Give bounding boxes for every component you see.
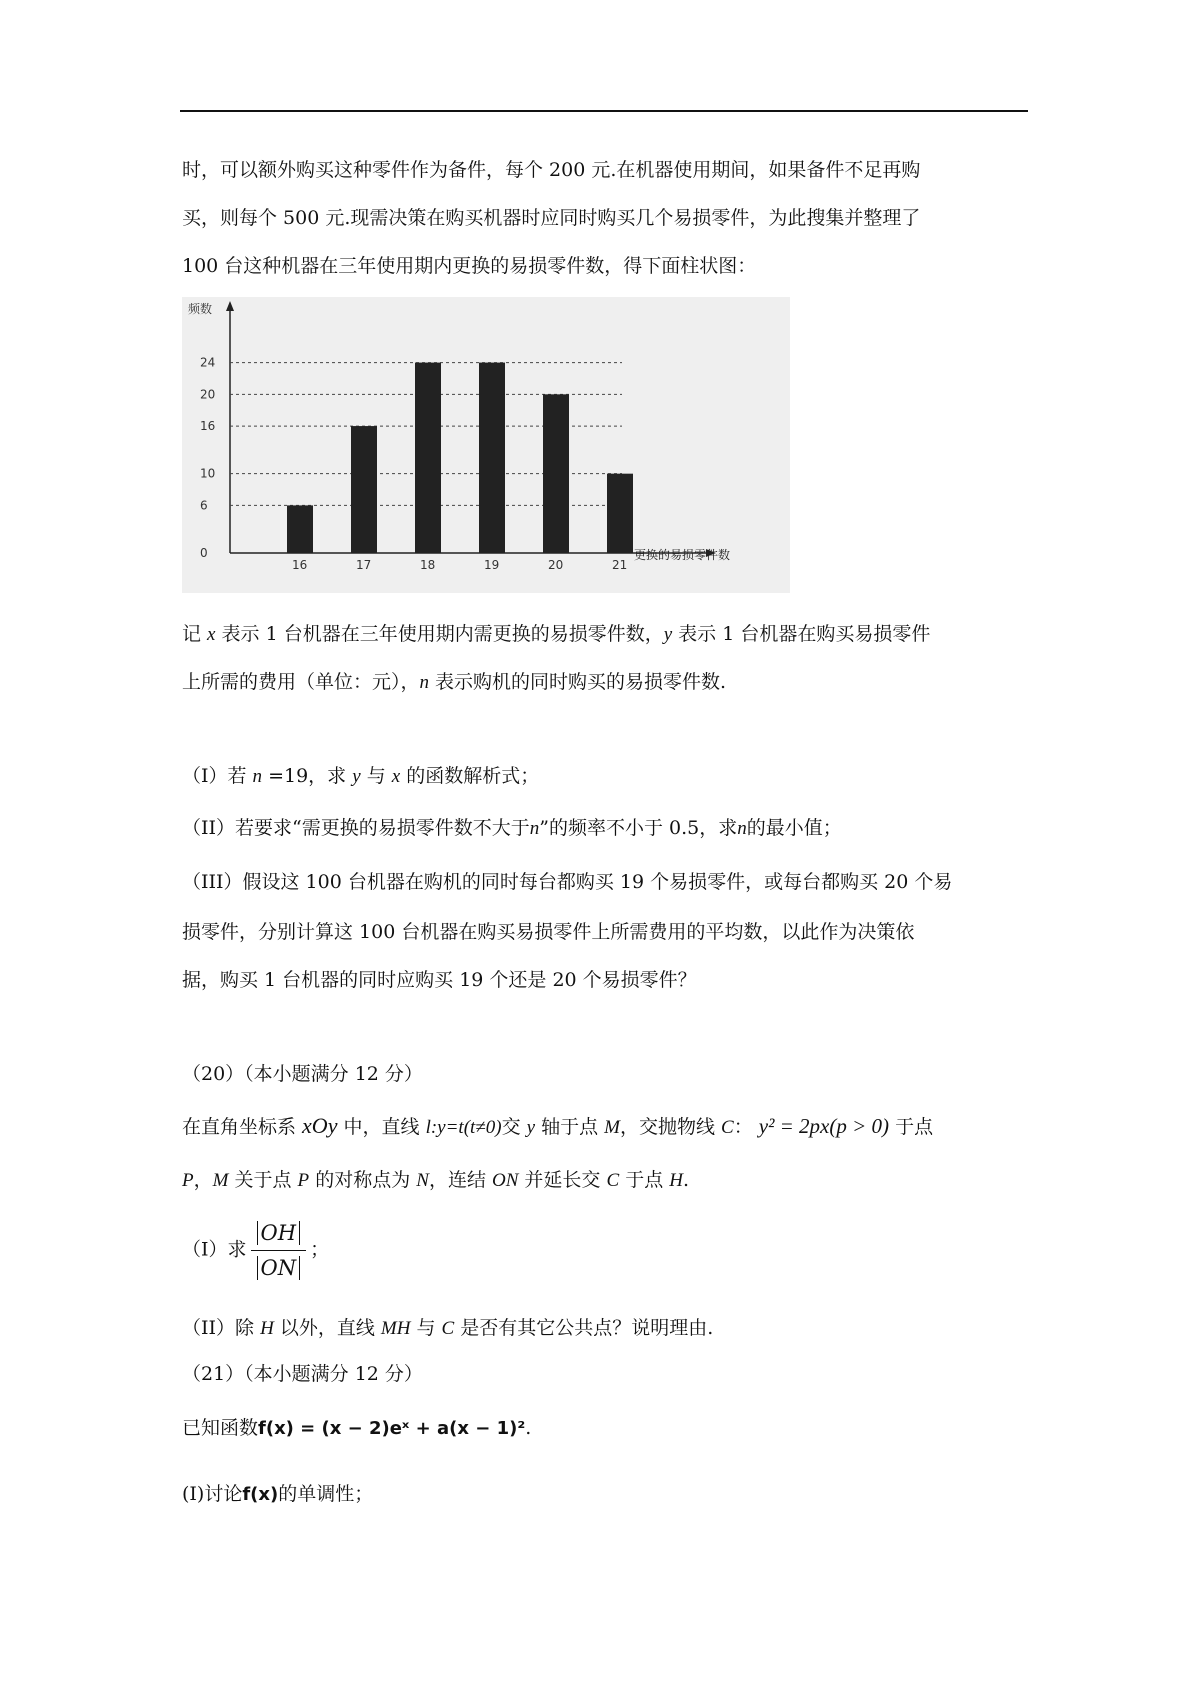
definition-line-1: 记 x 表示 1 台机器在三年使用期内需更换的易损零件数，y 表示 1 台机器在购买易损零件 — [182, 623, 931, 645]
y-tick-label: 10 — [200, 466, 216, 481]
x-tick-label: 18 — [420, 558, 436, 572]
bar-21 — [607, 474, 633, 553]
q20-statement-line-2: P，M 关于点 P 的对称点为 N，连结 ON 并延长交 C 于点 H. — [182, 1169, 690, 1191]
x-tick-label: 19 — [484, 558, 500, 572]
q21-header: （21）（本小题满分 12 分） — [182, 1363, 423, 1385]
q19-part-3-line-1: （III）假设这 100 台机器在购机的同时每台都购买 19 个易损零件，或每台都购买 20 个易 — [182, 871, 953, 893]
q20-statement-line-1: 在直角坐标系 xOy 中，直线 l:y=t(t≠0)交 y 轴于点 M，交抛物线 C： y² = 2px(p > 0) 于点 — [182, 1113, 934, 1138]
x-axis-label: 更换的易损零件数 — [634, 548, 731, 562]
y-axis-arrow — [226, 301, 234, 311]
q19-part-3-line-2: 损零件，分别计算这 100 台机器在购买易损零件上所需费用的平均数，以此作为决策依 — [182, 921, 915, 943]
q21-part-1: (I)讨论f(x)的单调性； — [182, 1483, 374, 1505]
bar-chart — [182, 297, 790, 593]
q20-header: （20）（本小题满分 12 分） — [182, 1063, 423, 1085]
x-tick-label: 16 — [292, 558, 308, 572]
y-tick-label: 0 — [200, 546, 208, 560]
bar-18 — [415, 363, 441, 553]
text-line-1: 时，可以额外购买这种零件作为备件，每个 200 元.在机器使用期间，如果备件不足再购 — [182, 159, 921, 181]
y-tick-label: 16 — [200, 419, 216, 434]
y-tick-label: 6 — [200, 498, 208, 513]
function-formula: f(x) = (x − 2)eˣ + a(x − 1)² — [258, 1418, 526, 1439]
bar-19 — [479, 363, 505, 553]
bar-17 — [351, 426, 377, 553]
bar-16 — [287, 505, 313, 553]
y-tick-label: 20 — [200, 387, 216, 402]
x-tick-label: 20 — [548, 558, 564, 572]
q19-part-2: （II）若要求“需更换的易损零件数不大于n”的频率不小于 0.5，求n的最小值； — [182, 817, 842, 839]
bar-20 — [543, 394, 569, 553]
text-line-2: 买，则每个 500 元.现需决策在购买机器时应同时购买几个易损零件，为此搜集并整理了 — [182, 207, 921, 229]
q20-part-1: （I）求 $\frac{OH}{ON}$ ； — [182, 1218, 329, 1283]
x-tick-label: 17 — [356, 558, 372, 572]
text-line-3: 100 台这种机器在三年使用期内更换的易损零件数，得下面柱状图： — [182, 255, 757, 277]
ratio-fraction: $\frac{OH}{ON}$ — [251, 1218, 307, 1283]
header-rule — [180, 110, 1028, 112]
bar-chart-figure — [182, 297, 790, 593]
q21-statement: 已知函数f(x) = (x − 2)eˣ + a(x − 1)². — [182, 1417, 532, 1439]
q20-part-2: （II）除 H 以外，直线 MH 与 C 是否有其它公共点？说明理由. — [182, 1317, 714, 1339]
q19-part-1: （I）若 n =19，求 y 与 x 的函数解析式； — [182, 765, 540, 787]
q19-part-3-line-3: 据，购买 1 台机器的同时应购买 19 个还是 20 个易损零件？ — [182, 969, 697, 991]
y-tick-label: 24 — [200, 355, 216, 370]
parabola-equation: y² = 2px(p > 0) — [758, 1114, 890, 1138]
y-axis-label: 频数 — [188, 302, 213, 316]
x-tick-label: 21 — [612, 558, 628, 572]
definition-line-2: 上所需的费用（单位：元），n 表示购机的同时购买的易损零件数. — [182, 671, 727, 693]
